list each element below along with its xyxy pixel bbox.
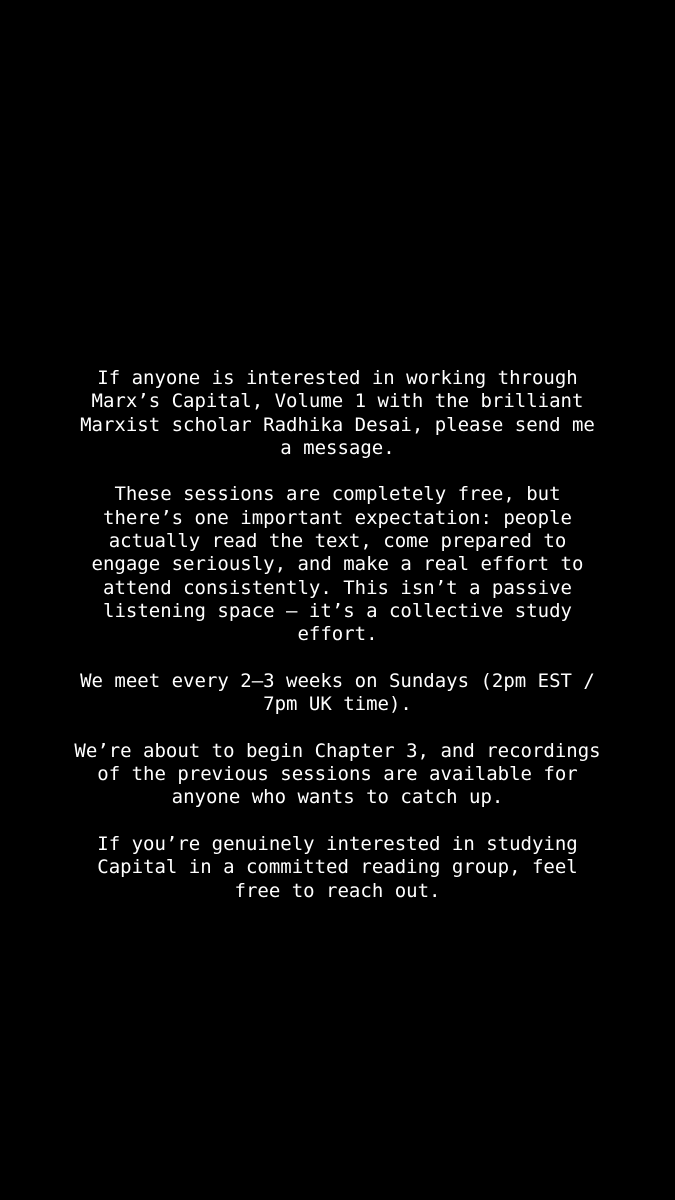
- text-line: anyone who wants to catch up.: [171, 786, 504, 809]
- text-line: listening space — it’s a collective study: [103, 599, 572, 622]
- paragraph-schedule: [0, 670, 675, 717]
- text-line: a message.: [280, 436, 395, 459]
- text-line: actually read the text, come prepared to: [108, 530, 567, 553]
- text-line: attend consistently. This isn’t a passive: [103, 576, 572, 599]
- paragraph-expectations: [0, 483, 675, 646]
- text-line: We meet every 2–3 weeks on Sundays (2pm EST /: [80, 669, 595, 692]
- paragraph-progress: [0, 740, 675, 810]
- text-line: Marxist scholar Radhika Desai, please send me: [80, 413, 595, 436]
- text-line: engage seriously, and make a real effort to: [91, 553, 584, 576]
- text-line: free to reach out.: [234, 879, 441, 902]
- text-line: there’s one important expectation: people: [103, 506, 572, 529]
- paragraph-closing: [0, 833, 675, 903]
- paragraph-invitation: [0, 367, 675, 460]
- text-line: 7pm UK time).: [263, 693, 412, 716]
- text-line: These sessions are completely free, but: [114, 483, 561, 506]
- story-text: [0, 367, 675, 926]
- text-line: If you’re genuinely interested in studying: [97, 832, 578, 855]
- text-line: effort.: [297, 623, 378, 646]
- text-line: Capital in a committed reading group, feel: [97, 856, 578, 879]
- text-line: We’re about to begin Chapter 3, and recordings: [74, 739, 601, 762]
- text-line: Marx’s Capital, Volume 1 with the brilliant: [91, 390, 584, 413]
- text-line: of the previous sessions are available for: [97, 763, 578, 786]
- text-line: If anyone is interested in working through: [97, 367, 578, 389]
